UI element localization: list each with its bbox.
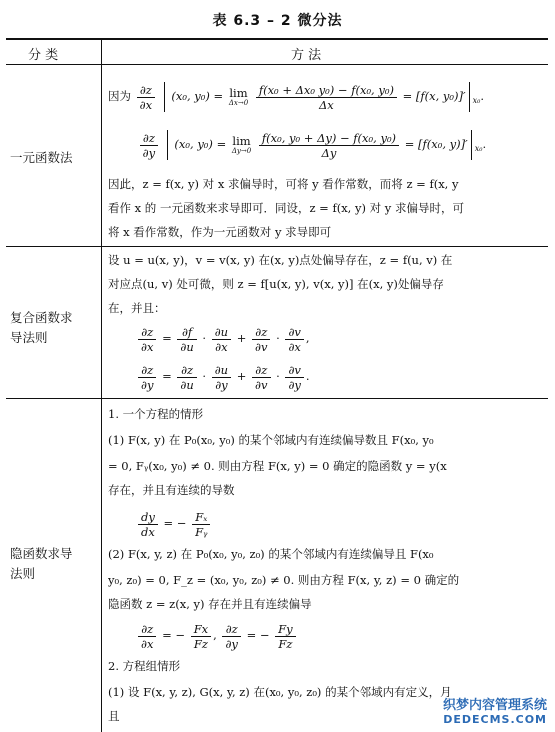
fraction: $\frac{\partial z}{\partial y}$ — [140, 131, 158, 160]
text-line: 在，并且： — [108, 301, 166, 315]
point: (x₀, y₀) = — [174, 137, 227, 151]
implicit-derivative-eq: $\frac{dy}{dx}$ = − $\frac{\text{Fₓ}}{\text{Fᵧ}}$ — [136, 504, 555, 542]
chain-rule-y: $\frac{\partial z}{\partial y}$ = $\frac{\partial z}{\partial u}$ · $\frac{\partial u}{\partial y}$ + $\frac{\partial z}{\partial v}$ · $\frac{\partial v}{\partial y}$ . — [136, 358, 555, 394]
watermark-line: DEDECMS.COM — [443, 713, 547, 726]
evaluation-bar — [471, 130, 472, 160]
text-line: (1) F(x, y) 在 P₀(x₀, y₀) 的某个邻域内有连续偏导数且 F(x₀, y₀ — [108, 433, 434, 447]
text-line: 对应点(u, v) 处可微，则 z = f[u(x, y), v(x, y)] 在(x, y)处偏导存 — [108, 277, 444, 291]
text-line: 看作 x 的 一元函数来求导即可．同设，z = f(x, y) 对 y 求偏导时，可 — [108, 201, 464, 215]
formula-partial-y — [108, 122, 544, 166]
eval-point: x₀ — [474, 144, 483, 153]
row-divider — [6, 398, 548, 399]
text-line: (1) 设 F(x, y, z), G(x, y, z) 在(x₀, y₀, z₀) 的某个邻域内有定义，月 — [108, 685, 452, 699]
text-line: (2) F(x, y, z) 在 P₀(x₀, y₀, z₀) 的某个邻域内有连续偏导且 F(x₀ — [108, 547, 434, 561]
derivative: = [f(x₀, y)]′ — [404, 137, 468, 151]
section-heading: 2. 方程组情形 — [108, 659, 181, 673]
watermark — [443, 694, 547, 726]
watermark-line: 织梦内容管理系统 — [442, 698, 547, 713]
text-line: 设 u = u(x, y)，v = v(x, y) 在(x, y)点处偏导存在，z = f(u, v) 在 — [108, 253, 453, 267]
differentiation-table — [6, 38, 548, 730]
evaluation-bar — [167, 130, 168, 160]
text-line: 且 — [108, 709, 120, 723]
category-single-variable: 一元函数法 — [10, 150, 73, 165]
table-caption: 表 6.3 – 2 微分法 — [212, 13, 343, 29]
fraction: $\frac{\partial z}{\partial x}$ — [137, 83, 155, 112]
category-line: 导法则 — [10, 330, 48, 345]
punct: . — [482, 137, 487, 151]
evaluation-bar — [164, 82, 165, 112]
text-line: y₀, z₀) = 0, F_z = (x₀, y₀, z₀) ≠ 0. 则由方程 F(x, y, z) = 0 确定的 — [108, 573, 460, 587]
implicit-partial-eq: $\frac{\partial z}{\partial x}$ = − $\frac{Fx}{Fz}$ , $\frac{\partial z}{\partial y}$ = − $\frac{Fy}{Fz}$ — [136, 616, 555, 654]
text-line: 因此，z = f(x, y) 对 x 求偏导时，可将 y 看作常数，而将 z = f(x, y — [108, 177, 459, 191]
row-divider — [6, 246, 548, 247]
text-line: 将 x 看作常数，作为一元函数对 y 求导即可 — [108, 225, 332, 239]
category-chain-rule — [10, 308, 98, 348]
category-line: 复合函数求 — [10, 310, 73, 325]
header-category: 分 类 — [28, 48, 59, 63]
difference-quotient: $\frac{\text{f(x₀ + Δx₀ y₀) − f(x₀, y₀)}}{\Delta x}$ — [256, 83, 397, 112]
derivative: = [f(x, y₀)]′ — [402, 89, 466, 103]
chain-rule-x: $\frac{\partial z}{\partial x}$ = $\frac{\partial f}{\partial u}$ · $\frac{\partial u}{\partial x}$ + $\frac{\partial z}{\partial v}$ · $\frac{\partial v}{\partial x}$ , — [136, 320, 555, 356]
point: (x₀, y₀) = — [171, 89, 224, 103]
header-method: 方 法 — [291, 48, 322, 63]
text-line: 存在，并且有连续的导数 — [108, 483, 235, 497]
formula-lead: 因为 — [108, 89, 131, 103]
category-implicit-function — [10, 544, 98, 584]
eval-point: x₀ — [472, 96, 481, 105]
evaluation-bar — [469, 82, 470, 112]
limit: lim Δx→0 — [228, 86, 249, 107]
text-line: 隐函数 z = z(x, y) 存在并且有连续偏导 — [108, 597, 312, 611]
limit: lim Δy→0 — [231, 134, 252, 155]
punct: . — [480, 89, 484, 103]
difference-quotient: $\frac{\text{f(x₀, y₀ + Δy) − f(x₀, y₀)}}{\Delta y}$ — [259, 131, 399, 160]
text-line: = 0, Fᵧ(x₀, y₀) ≠ 0. 则由方程 F(x, y) = 0 确定的隐函数 y = y(x — [108, 459, 447, 473]
formula-partial-x — [108, 74, 544, 118]
category-line: 法则 — [10, 566, 36, 581]
column-divider — [101, 40, 102, 732]
header-divider — [6, 64, 548, 65]
section-heading: 1. 一个方程的情形 — [108, 407, 204, 421]
category-line: 隐函数求导 — [10, 546, 73, 561]
